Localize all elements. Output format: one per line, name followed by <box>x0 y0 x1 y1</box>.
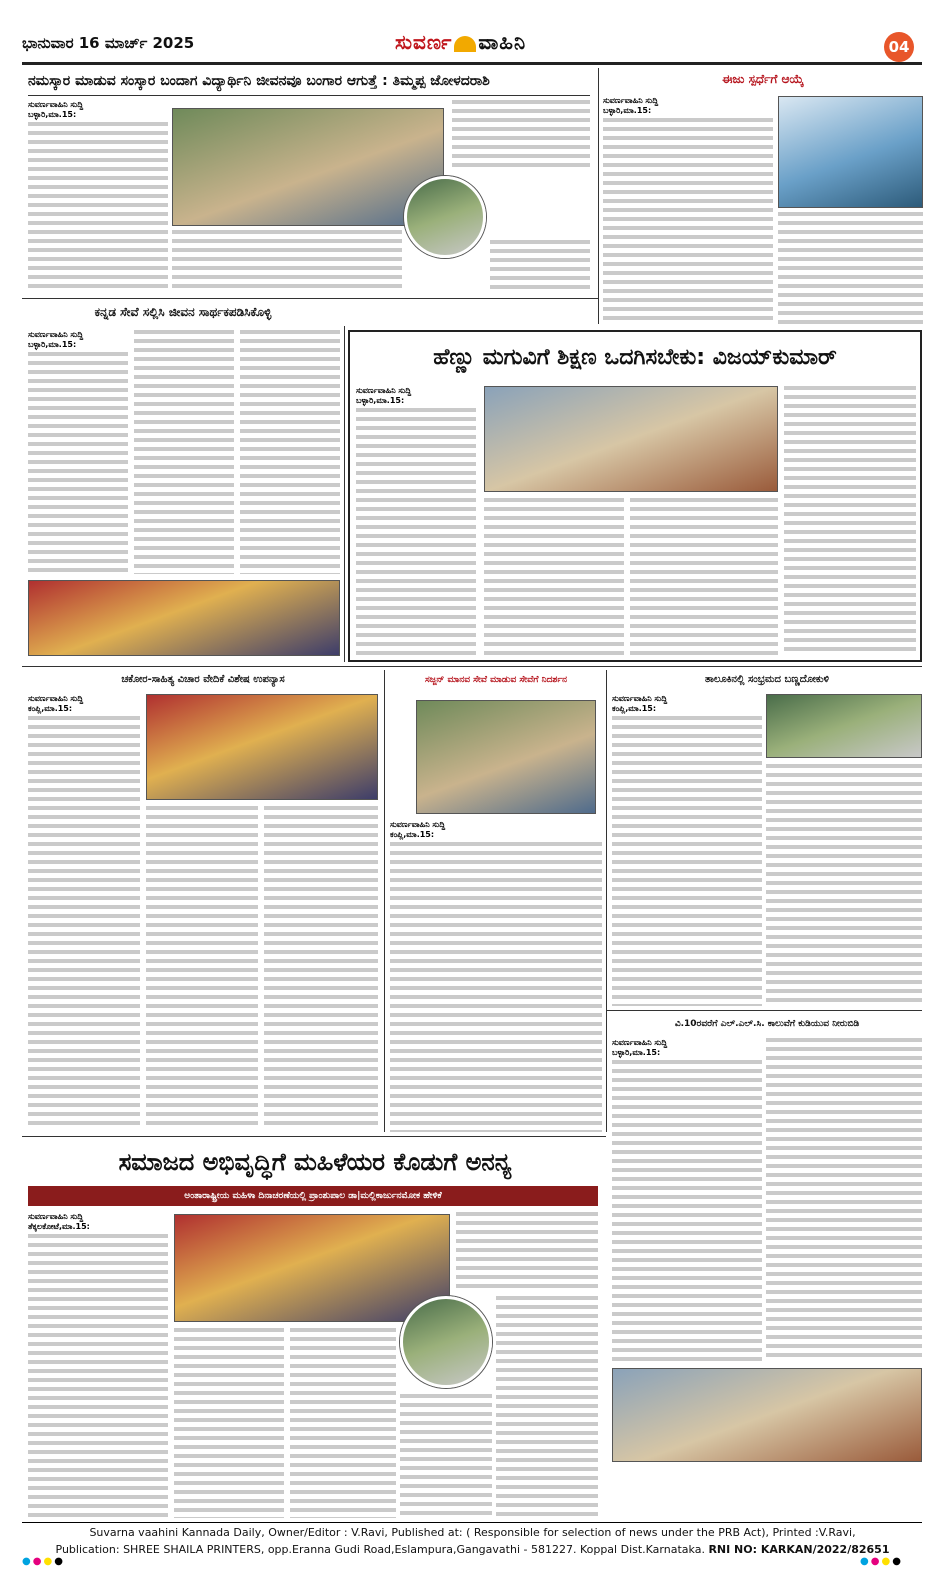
article9-body-col3 <box>290 1328 396 1518</box>
article4-body-col2 <box>484 498 624 656</box>
registration-marks: ●●●● <box>22 1556 65 1567</box>
footer-line2: Publication: SHREE SHAILA PRINTERS, opp.Eranna Gudi Road,Eslampura,Gangavathi - 581227. Koppal Dist.Karnataka. <box>55 1543 705 1556</box>
article4-dateline: ಬಳ್ಳಾರಿ,ಮಾ.15: <box>356 396 476 406</box>
article9-subhead: ಅಂತಾರಾಷ್ಟ್ರೀಯ ಮಹಿಳಾ ದಿನಾಚರಣೆಯಲ್ಲಿ ಪ್ರಾಂಶುಪಾಲ ಡಾ|ಮಲ್ಲಿಕಾರ್ಜುನಮೋಕ ಹೇಳಿಕೆ <box>28 1186 598 1206</box>
article4-body-col4 <box>784 386 916 656</box>
article9-inset-photo <box>400 1296 492 1388</box>
article9-photo <box>174 1214 450 1322</box>
article1-source: ಸುವರ್ಣವಾಹಿನಿ ಸುದ್ದಿ <box>28 100 168 110</box>
article8-photo <box>612 1368 922 1462</box>
article9-body-col6 <box>496 1296 598 1518</box>
article7-body-col2 <box>766 764 922 1006</box>
article1-body-col3 <box>452 100 590 170</box>
logo-part1: ಸುವರ್ಣ <box>395 30 453 54</box>
divider <box>22 666 922 667</box>
footer <box>0 1524 945 1558</box>
article1-headline: ನಮಸ್ಕಾರ ಮಾಡುವ ಸಂಸ್ಕಾರ ಬಂದಾಗ ವಿದ್ಯಾರ್ಥಿನಿ ಜೀವನವೂ ಬಂಗಾರ ಆಗುತ್ತೆ : ತಿಮ್ಮಪ್ಪ ಜೋಳದರಾಶಿ <box>28 73 490 89</box>
article2-body-col1 <box>603 118 773 324</box>
article9-body-col1 <box>28 1234 168 1518</box>
article7-photo <box>766 694 922 758</box>
article3-source: ಸುವರ್ಣವಾಹಿನಿ ಸುದ್ದಿ <box>28 330 128 340</box>
article9-headline: ಸಮಾಜದ ಅಭಿವೃದ್ಧಿಗೆ ಮಹಿಳೆಯರ ಕೊಡುಗೆ ಅನನ್ಯ <box>118 1148 512 1176</box>
article7-source: ಸುವರ್ಣವಾಹಿನಿ ಸುದ್ದಿ <box>612 694 762 704</box>
article4-source: ಸುವರ್ಣವಾಹಿನಿ ಸುದ್ದಿ <box>356 386 476 396</box>
article8-source: ಸುವರ್ಣವಾಹಿನಿ ಸುದ್ದಿ <box>612 1038 762 1048</box>
article1-photo <box>172 108 444 226</box>
column-divider <box>598 68 599 324</box>
article5-body-col2 <box>146 806 258 1130</box>
article7-dateline: ಕಂಪ್ಲಿ,ಮಾ.15: <box>612 704 762 714</box>
article6-headline: ಸಜ್ಜನ್ ಮಾನವ ಸೇವೆ ಮಾಡುವ ಸೇವೆಗೆ ನಿದರ್ಶನ <box>424 675 568 685</box>
article6-body <box>390 842 602 1132</box>
article4-body-col1 <box>356 408 476 656</box>
column-divider <box>606 670 607 1132</box>
article1-inset-photo <box>404 176 486 258</box>
masthead-rule <box>22 62 922 65</box>
article6-dateline: ಕಂಪ್ಲಿ,ಮಾ.15: <box>390 830 602 840</box>
sun-icon <box>454 36 476 52</box>
article5-headline: ಚಕೋರ-ಸಾಹಿತ್ಯ ವಿಚಾರ ವೇದಿಕೆ ವಿಶೇಷ ಉಪನ್ಯಾಸ <box>121 674 285 685</box>
article7-body-col1 <box>612 716 762 1006</box>
article9-body-col5 <box>456 1212 598 1292</box>
column-divider <box>384 670 385 1132</box>
article5-photo <box>146 694 378 800</box>
article3-dateline: ಬಳ್ಳಾರಿ,ಮಾ.15: <box>28 340 128 350</box>
article2-headline: ಈಜು ಸ್ಪರ್ಧೆಗೆ ಆಯ್ಕೆ <box>722 72 804 86</box>
article1-body-col2 <box>172 230 402 292</box>
registration-marks-right: ●●●● <box>860 1556 903 1567</box>
article4-body-col3 <box>630 498 778 656</box>
article2-source: ಸುವರ್ಣವಾಹಿನಿ ಸುದ್ದಿ <box>603 96 773 106</box>
logo-part2: ವಾಹಿನಿ <box>478 30 527 54</box>
article2-photo <box>778 96 923 208</box>
article3-body-col3 <box>240 330 340 574</box>
footer-rule <box>22 1522 922 1523</box>
page-number-badge: 04 <box>884 32 914 62</box>
footer-line1: Suvarna vaahini Kannada Daily, Owner/Editor : V.Ravi, Published at: ( Responsible for selection of news under the PRB Act), Printed :V.Ravi, <box>89 1526 856 1539</box>
article9-body-col4 <box>400 1394 492 1518</box>
column-divider <box>344 326 345 662</box>
article8-body-col2 <box>766 1038 922 1362</box>
article4-headline: ಹೆಣ್ಣು ಮಗುವಿಗೆ ಶಿಕ್ಷಣ ಒದಗಿಸಬೇಕು: ವಿಜಯ್‌ಕುಮಾರ್ <box>433 345 837 370</box>
article9-body-col2 <box>174 1328 284 1518</box>
masthead-date: ಭಾನುವಾರ 16 ಮಾರ್ಚ್ 2025 <box>22 34 195 52</box>
article1-dateline: ಬಳ್ಳಾರಿ,ಮಾ.15: <box>28 110 168 120</box>
article8-headline: ವಿ.10ರವರೆಗೆ ಎಲ್.ಎಲ್.ಸಿ. ಕಾಲುವೆಗೆ ಕುಡಿಯುವ ನೀರುಬಿಡಿ <box>674 1019 860 1029</box>
article3-headline: ಕನ್ನಡ ಸೇವೆ ಸಲ್ಲಿಸಿ ಜೀವನ ಸಾರ್ಥಕಪಡಿಸಿಕೊಳ್ಳಿ <box>94 305 272 319</box>
article6-source: ಸುವರ್ಣವಾಹಿನಿ ಸುದ್ದಿ <box>390 820 602 830</box>
divider <box>22 298 598 299</box>
divider <box>606 1010 922 1011</box>
article7-headline: ತಾಲೂಕಿನಲ್ಲಿ ಸಂಭ್ರಮದ ಬಣ್ಣದೋಕುಳಿ <box>705 674 829 685</box>
article9-dateline: ತೆಕ್ಕಲಕೋಟೆ,ಮಾ.15: <box>28 1222 168 1232</box>
divider <box>22 1136 606 1137</box>
article3-body-col2 <box>134 330 234 574</box>
article2-dateline: ಬಳ್ಳಾರಿ,ಮಾ.15: <box>603 106 773 116</box>
article8-dateline: ಬಳ್ಳಾರಿ,ಮಾ.15: <box>612 1048 762 1058</box>
article5-dateline: ಕಂಪ್ಲಿ,ಮಾ.15: <box>28 704 140 714</box>
masthead-logo <box>395 30 526 54</box>
article8-body-col1 <box>612 1060 762 1362</box>
footer-line2-wrap <box>0 1541 945 1558</box>
article9-source: ಸುವರ್ಣವಾಹಿನಿ ಸುದ್ದಿ <box>28 1212 168 1222</box>
article5-source: ಸುವರ್ಣವಾಹಿನಿ ಸುದ್ದಿ <box>28 694 140 704</box>
article4-photo <box>484 386 778 492</box>
article1-body-col1 <box>28 122 168 292</box>
footer-rni: RNI NO: KARKAN/2022/82651 <box>708 1543 890 1556</box>
article1-body-col4 <box>490 240 590 292</box>
article5-body-col1 <box>28 716 140 1130</box>
article5-body-col3 <box>264 806 378 1130</box>
article3-body-col1 <box>28 352 128 574</box>
divider <box>28 95 590 96</box>
article2-body-col2 <box>778 212 923 324</box>
article3-photo <box>28 580 340 656</box>
article6-photo <box>416 700 596 814</box>
